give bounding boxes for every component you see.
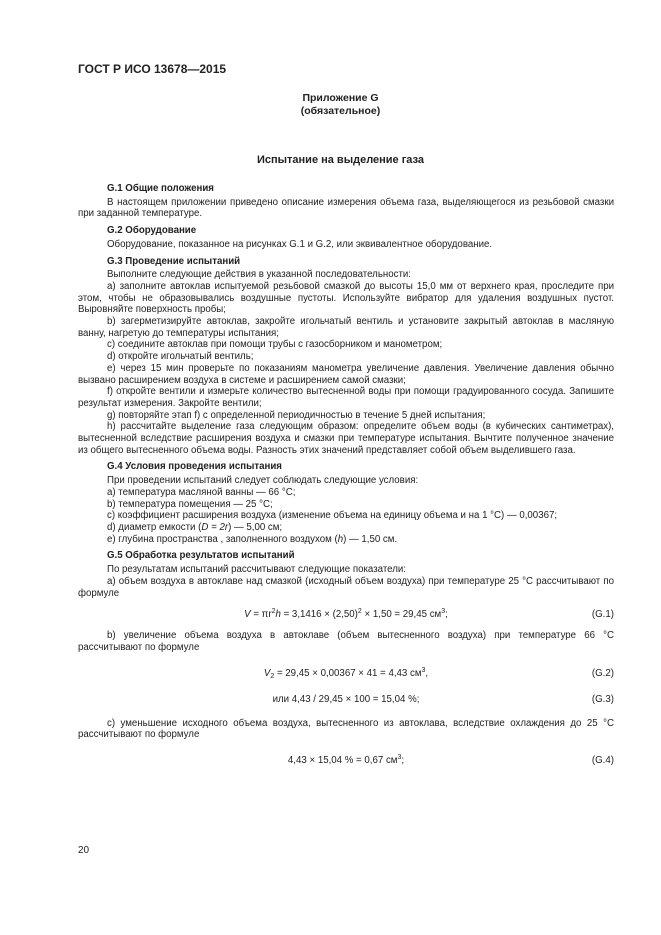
section-heading-g2: G.2 Оборудование <box>107 225 197 237</box>
equation-formula <box>78 755 614 767</box>
paragraph: По результатам испытаний рассчитывают следующие показатели: <box>107 564 406 576</box>
list-item: e) через 15 мин проверьте по показаниям манометра увеличение давления. Увеличение давления обычно вызвано расширением воздуха в системе и расширением самой смазки; <box>78 362 614 386</box>
paragraph: Оборудование, показанное на рисунках G.1 и G.2, или эквивалентное оборудование. <box>107 238 493 250</box>
document-body <box>78 183 614 779</box>
math-var: h <box>275 609 281 621</box>
math-text: = πr <box>250 609 272 621</box>
math-sup: 3 <box>397 754 402 762</box>
math-sup: 3 <box>441 608 446 616</box>
equation-formula <box>78 668 614 680</box>
list-item: g) повторяйте этап f) с определенной периодичностью в течение 5 дней испытания; <box>107 409 486 421</box>
math-sup: 2 <box>271 608 276 616</box>
math-sup: 3 <box>421 666 426 674</box>
list-item: d) откройте игольчатый вентиль; <box>107 351 254 363</box>
math-text: × 1,50 = 29,45 см <box>361 609 442 621</box>
equation-g3 <box>78 694 614 706</box>
text-span: ) — 1,50 см. <box>343 533 398 545</box>
math-var: V <box>244 609 251 621</box>
text-span: e) глубина пространства , заполненного воздухом ( <box>107 533 338 545</box>
paragraph: В настоящем приложении приведено описание измерения объема газа, выделяющегося из резьбовой смазки при заданной температуре. <box>78 196 614 220</box>
math-text: ; <box>445 609 448 621</box>
standard-header: ГОСТ Р ИСО 13678—2015 <box>78 62 227 76</box>
document-title: Испытание на выделение газа <box>256 154 425 166</box>
list-item: а) объем воздуха в автоклаве над смазкой (исходный объем воздуха) при температуре 25 °С рассчитывают по формуле <box>78 575 614 599</box>
math-span: D = 2r <box>201 521 229 533</box>
math-sup: 2 <box>357 608 362 616</box>
math-text: = 3,1416 × (2,50) <box>280 609 358 621</box>
list-item: f) откройте вентили и измерьте количество вытесненной воды при помощи градуированного сосуда. Запишите результат измерения. Закройте вентили; <box>78 386 614 409</box>
text-span: d) диаметр емкости ( <box>107 521 202 533</box>
paragraph: Выполните следующие действия в указанной последовательности: <box>107 269 411 281</box>
equation-formula: или 4,43 / 29,45 × 100 = 15,04 %; <box>272 693 420 705</box>
equation-number: (G.2) <box>591 667 614 679</box>
annex-title: Приложение G <box>302 92 379 104</box>
list-item <box>78 522 614 534</box>
math-span: h <box>337 533 344 545</box>
equation-g2 <box>78 668 614 680</box>
text-span: ) — 5,00 см; <box>228 521 283 533</box>
math-text: = 29,45 × 0,00367 × 41 = 4,43 см <box>274 667 422 679</box>
list-item: b) загерметизируйте автоклав, закройте игольчатый вентиль и установите закрытый автоклав в масляную ванну, нагретую до температуры испытания; <box>78 316 614 339</box>
section-heading-g4: G.4 Условия проведения испытания <box>107 461 282 473</box>
math-sub: 2 <box>270 672 275 680</box>
annex-heading <box>0 92 661 118</box>
list-item: c) соедините автоклав при помощи трубы с газосборником и манометром; <box>107 339 443 351</box>
equation-number: (G.1) <box>591 609 614 621</box>
list-item: b) температура помещения — 25 °С; <box>107 498 273 510</box>
list-item: а) температура масляной ванны — 66 °С; <box>107 486 296 498</box>
math-text: ; <box>401 755 405 767</box>
list-item: b) увеличение объема воздуха в автоклаве (объем вытесненного воздуха) при температуре 66 °С рассчитывают по формуле <box>78 630 614 653</box>
section-heading-g3: G.3 Проведение испытаний <box>107 255 241 267</box>
equation-g1 <box>78 609 614 621</box>
section-heading-g5: G.5 Обработка результатов испытаний <box>107 550 295 562</box>
list-item: c) коэффициент расширения воздуха (изменение объема на единицу объема и на 1 °С) — 0,00367; <box>107 510 558 522</box>
math-text: , <box>425 667 429 679</box>
equation-number: (G.3) <box>591 693 614 705</box>
page-number: 20 <box>78 845 90 856</box>
equation-number: (G.4) <box>591 755 614 767</box>
paragraph: При проведении испытаний следует соблюдать следующие условия: <box>107 475 419 487</box>
list-item: c) уменьшение исходного объема воздуха, вытесненного из автоклава, вследствие охлаждения до 25 °С рассчитывают по формуле <box>78 717 614 741</box>
math-var: V <box>263 667 271 679</box>
equation-g4 <box>78 755 614 767</box>
math-text: 4,43 × 15,04 % = 0,67 см <box>287 755 398 767</box>
list-item <box>78 534 614 546</box>
annex-type: (обязательное) <box>300 105 381 117</box>
list-item: а) заполните автоклав испытуемой резьбовой смазкой до высоты 15,0 мм от верхнего края, проследите при этом, чтобы не образовывались воздушные пустоты. Используйте вибратор для удаления воздушных пустот. Выровняйте поверхность пробы; <box>78 280 614 316</box>
list-item: h) рассчитайте выделение газа следующим образом: определите объем воды (в кубических сантиметрах), вытесненной вследствие расширения воздуха и смазки при температуре испытания. Вычтите полученное значение из общего вытесненного объема воды. Разность этих значений представляет собой объем выделившего газа. <box>78 421 614 456</box>
equation-formula <box>78 609 614 621</box>
section-heading-g1: G.1 Общие положения <box>107 183 214 194</box>
